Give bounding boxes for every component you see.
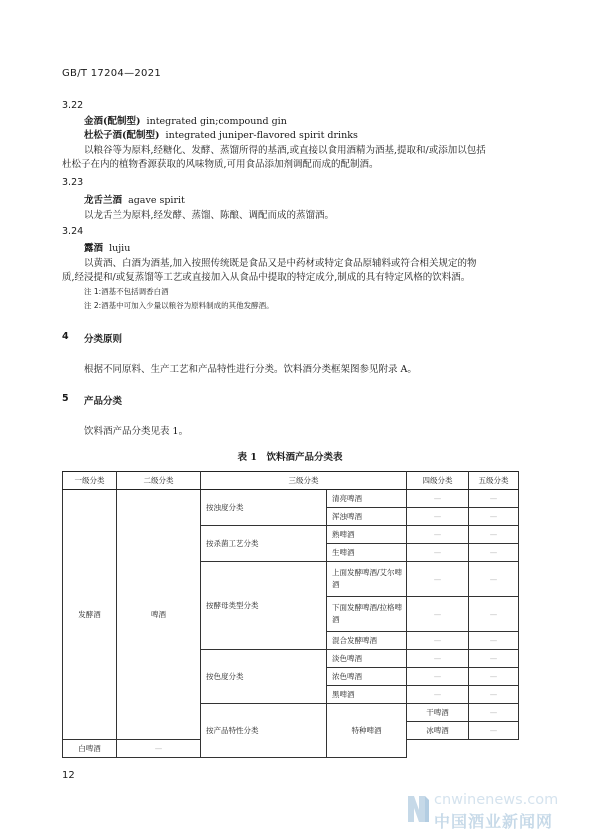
dash-cell: — (407, 668, 469, 686)
level3-item: 下面发酵啤酒/拉格啤酒 (327, 597, 407, 632)
level4-item: 白啤酒 (63, 740, 117, 758)
level3-item: 淡色啤酒 (327, 650, 407, 668)
level3-item: 清亮啤酒 (327, 490, 407, 508)
term-number: 3.23 (62, 177, 84, 188)
section-title: 分类原则 (84, 334, 123, 345)
term-number: 3.22 (62, 100, 84, 111)
term-title: 杜松子酒(配制型) integrated juniper-flavored spirit drinks (84, 130, 358, 141)
dash-cell: — (407, 597, 469, 632)
page-number: 12 (62, 770, 75, 781)
dash-cell: — (469, 508, 519, 526)
level3-item: 黑啤酒 (327, 686, 407, 704)
dash-cell: — (469, 562, 519, 597)
section-title: 产品分类 (84, 396, 123, 407)
level4-item: 冰啤酒 (407, 722, 469, 740)
header-cell: 一级分类 (63, 472, 117, 490)
term-title: 露酒 lujiu (84, 243, 131, 254)
dash-cell: — (407, 490, 469, 508)
dash-cell: — (407, 508, 469, 526)
dash-cell: — (407, 526, 469, 544)
level3-group: 按浊度分类 (201, 490, 327, 526)
header-cell: 三级分类 (201, 472, 407, 490)
dash-cell: — (117, 740, 201, 758)
level3-item: 特种啤酒 (327, 704, 407, 758)
term-definition: 以粮谷等为原料,经糖化、发酵、蒸馏所得的基酒,或直接以食用酒精为酒基,提取和/或添加以包括 (84, 145, 486, 156)
table-title: 表 1 饮料酒产品分类表 (237, 452, 343, 463)
dash-cell: — (469, 686, 519, 704)
level3-group: 按酵母类型分类 (201, 562, 327, 650)
term-number: 3.24 (62, 226, 84, 237)
term-title: 金酒(配制型) integrated gin;compound gin (84, 116, 287, 127)
dash-cell: — (469, 650, 519, 668)
level3-item: 浑浊啤酒 (327, 508, 407, 526)
dash-cell: — (469, 722, 519, 740)
term-definition: 以黄酒、白酒为酒基,加入按照传统既是食品又是中药材或特定食品原辅料或符合相关规定的物 (84, 258, 477, 269)
level4-item: 干啤酒 (407, 704, 469, 722)
level3-item: 熟啤酒 (327, 526, 407, 544)
dash-cell: — (469, 526, 519, 544)
dash-cell: — (469, 668, 519, 686)
level3-item: 生啤酒 (327, 544, 407, 562)
standard-number: GB/T 17204—2021 (62, 68, 162, 79)
table-row (63, 490, 519, 508)
dash-cell: — (407, 544, 469, 562)
section-number: 5 (62, 393, 69, 404)
watermark-logo-icon (405, 792, 431, 826)
dash-cell: — (469, 704, 519, 722)
dash-cell: — (407, 632, 469, 650)
header-cell: 四级分类 (407, 472, 469, 490)
level3-item: 浓色啤酒 (327, 668, 407, 686)
header-cell: 五级分类 (469, 472, 519, 490)
dash-cell: — (469, 597, 519, 632)
watermark-name: 中国酒业新闻网 (434, 812, 554, 831)
header-cell: 二级分类 (117, 472, 201, 490)
note: 注 2:酒基中可加入少量以粮谷为原料制成的其他发酵酒。 (84, 301, 274, 310)
note: 注 1:酒基不包括调香白酒 (84, 287, 169, 296)
section-text: 根据不同原料、生产工艺和产品特性进行分类。饮料酒分类框架图参见附录 A。 (84, 364, 417, 375)
table-header-row (63, 472, 519, 490)
watermark-url: cnwinenews.com (434, 792, 559, 808)
dash-cell: — (407, 686, 469, 704)
classification-table (62, 471, 519, 758)
term-definition: 以龙舌兰为原料,经发酵、蒸馏、陈酿、调配而成的蒸馏酒。 (84, 210, 335, 221)
level3-group: 按色度分类 (201, 650, 327, 704)
level1-cell: 发酵酒 (63, 490, 117, 740)
dash-cell: — (407, 562, 469, 597)
section-number: 4 (62, 331, 69, 342)
level3-group: 按杀菌工艺分类 (201, 526, 327, 562)
dash-cell: — (469, 544, 519, 562)
dash-cell: — (469, 490, 519, 508)
level3-item: 混合发酵啤酒 (327, 632, 407, 650)
level3-group: 按产品特性分类 (201, 704, 327, 758)
watermark (403, 790, 583, 830)
term-title: 龙舌兰酒 agave spirit (84, 195, 185, 206)
level3-item: 上面发酵啤酒/艾尔啤酒 (327, 562, 407, 597)
dash-cell: — (469, 632, 519, 650)
level2-cell: 啤酒 (117, 490, 201, 740)
section-text: 饮料酒产品分类见表 1。 (84, 426, 189, 437)
term-definition: 质,经浸提和/或复蒸馏等工艺或直接加入从食品中提取的特定成分,制成的具有特定风格的饮料酒。 (62, 272, 471, 283)
term-definition: 杜松子在内的植物香源获取的风味物质,可用食品添加剂调配而成的配制酒。 (62, 159, 379, 170)
dash-cell: — (407, 650, 469, 668)
